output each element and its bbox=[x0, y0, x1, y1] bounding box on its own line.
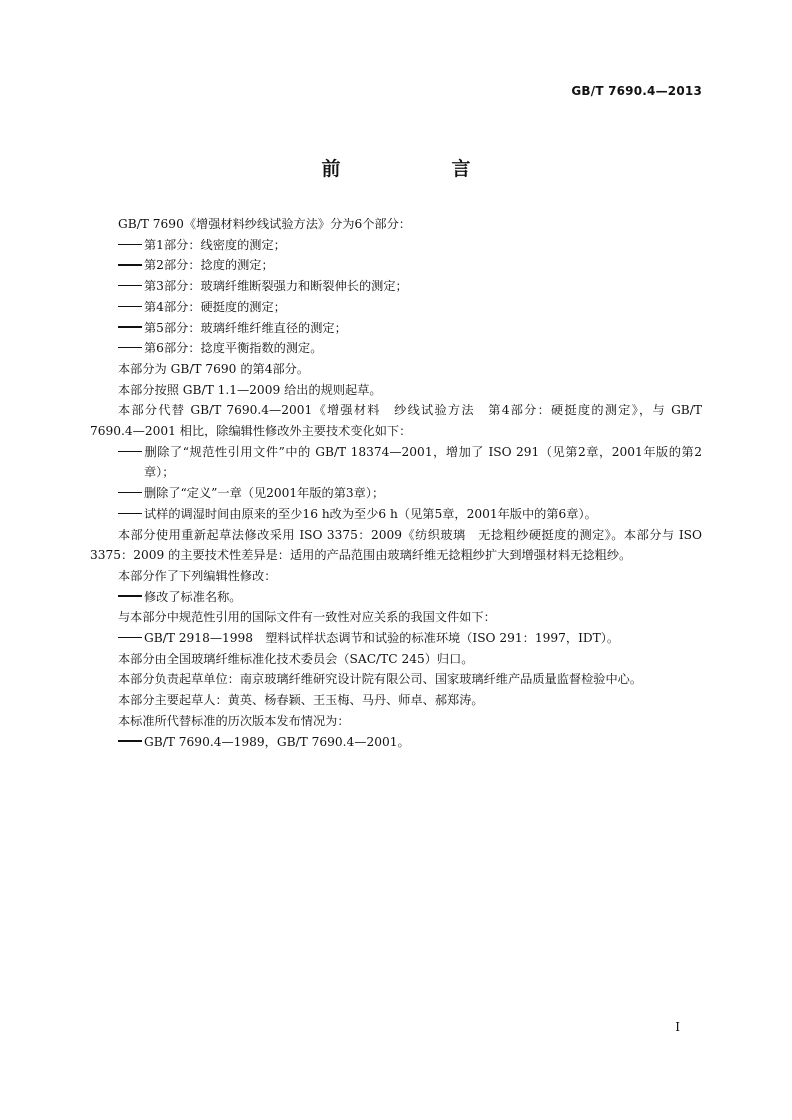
dash-mark bbox=[118, 504, 144, 525]
list-item-text: 第5部分：玻璃纤维纤维直径的测定； bbox=[144, 320, 347, 335]
paragraph: 本部分由全国玻璃纤维标准化技术委员会（SAC/TC 245）归口。 bbox=[118, 651, 474, 666]
paragraph: 与本部分中规范性引用的国际文件有一致性对应关系的我国文件如下： bbox=[118, 610, 496, 625]
list-item bbox=[90, 318, 702, 339]
dash-mark bbox=[118, 235, 144, 256]
list-item-text: 第3部分：玻璃纤维断裂强力和断裂伸长的测定； bbox=[144, 279, 408, 294]
list-item-text: 第4部分：硬挺度的测定； bbox=[144, 299, 286, 314]
list-item bbox=[90, 297, 702, 318]
list-item-text: 试样的调湿时间由原来的至少16 h改为至少6 h（见第5章，2001年版中的第6章）。 bbox=[144, 506, 597, 521]
list-item-text: 删除了“规范性引用文件”中的 GB/T 18374—2001，增加了 ISO 291（见第2章，2001年版的第2章）； bbox=[144, 444, 702, 480]
list-item-text: 第2部分：捻度的测定； bbox=[144, 258, 274, 273]
list-item bbox=[90, 442, 702, 483]
list-item bbox=[90, 276, 702, 297]
paragraph: 本部分按照 GB/T 1.1—2009 给出的规则起草。 bbox=[118, 382, 382, 397]
paragraph: 本部分代替 GB/T 7690.4—2001《增强材料 纱线试验方法 第4部分：硬挺度的测定》，与 GB/T 7690.4—2001 相比，除编辑性修改外主要技术变化如下： bbox=[90, 403, 702, 439]
paragraph: GB/T 7690《增强材料纱线试验方法》分为6个部分： bbox=[118, 217, 411, 231]
list-item-text: GB/T 7690.4—1989，GB/T 7690.4—2001。 bbox=[144, 734, 410, 749]
list-item bbox=[90, 235, 702, 256]
list-item bbox=[90, 732, 702, 753]
paragraph: 本部分为 GB/T 7690 的第4部分。 bbox=[118, 361, 310, 376]
list-item-text: 第1部分：线密度的测定； bbox=[144, 237, 286, 252]
list-item bbox=[90, 587, 702, 608]
paragraph: 本部分负责起草单位：南京玻璃纤维研究设计院有限公司、国家玻璃纤维产品质量监督检验中心。 bbox=[118, 672, 643, 687]
dash-mark bbox=[118, 297, 144, 318]
list-item bbox=[90, 504, 702, 525]
dash-mark bbox=[118, 732, 144, 753]
dash-mark bbox=[118, 483, 144, 504]
page-title: 前 言 bbox=[321, 158, 517, 180]
dash-mark bbox=[118, 338, 144, 359]
standard-code: GB/T 7690.4—2013 bbox=[571, 84, 702, 98]
list-item-text: 第6部分：捻度平衡指数的测定。 bbox=[144, 341, 323, 356]
foreword-body bbox=[90, 214, 702, 752]
dash-mark bbox=[118, 276, 144, 297]
page-number: I bbox=[675, 1020, 680, 1034]
list-item bbox=[90, 255, 702, 276]
paragraph: 本标准所代替标准的历次版本发布情况为： bbox=[118, 713, 350, 728]
list-item bbox=[90, 483, 702, 504]
list-item-text: 删除了“定义”一章（见2001年版的第3章）； bbox=[144, 486, 385, 501]
dash-mark bbox=[118, 587, 144, 608]
dash-mark bbox=[118, 628, 144, 649]
paragraph: 本部分使用重新起草法修改采用 ISO 3375：2009《纺织玻璃 无捻粗纱硬挺度的测定》。本部分与 ISO 3375：2009 的主要技术性差异是：适用的产品范围由玻璃纤维无捻粗纱扩大到增强材料无捻粗纱。 bbox=[90, 527, 702, 563]
list-item-text: GB/T 2918—1998 塑料试样状态调节和试验的标准环境（ISO 291：1997，IDT）。 bbox=[144, 631, 620, 646]
list-item-text: 修改了标准名称。 bbox=[144, 589, 242, 604]
list-item bbox=[90, 338, 702, 359]
dash-mark bbox=[118, 255, 144, 276]
dash-mark bbox=[118, 318, 144, 339]
paragraph: 本部分作了下列编辑性修改： bbox=[118, 568, 277, 583]
paragraph: 本部分主要起草人：黄英、杨春颖、王玉梅、马丹、师卓、郝郑涛。 bbox=[118, 693, 484, 708]
dash-mark bbox=[118, 442, 144, 463]
list-item bbox=[90, 628, 702, 649]
